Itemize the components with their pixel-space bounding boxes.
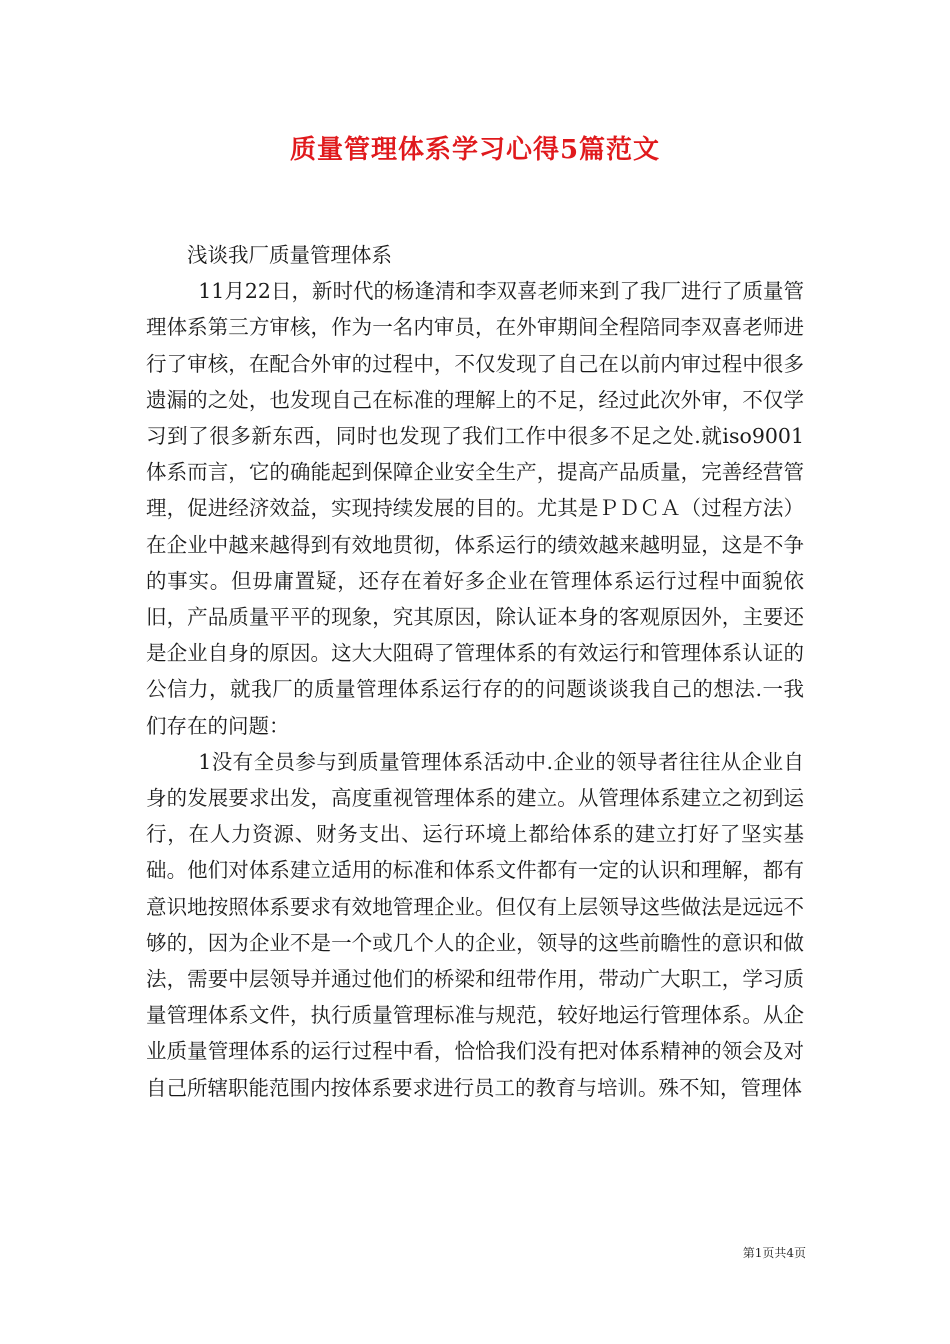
document-title: 质量管理体系学习心得5篇范文 bbox=[289, 135, 661, 165]
paragraph-heading: 浅谈我厂质量管理体系 bbox=[187, 243, 392, 267]
paragraph: 1没有全员参与到质量管理体系活动中.企业的领导者往往从企业自身的发展要求出发，高度重视管理体系的建立。从管理体系建立之初到运行，在人力资源、财务支出、运行环境上都给体系的建立打好了坚实基础。他们对体系建立适用的标准和体系文件都有一定的认识和理解，都有意识地按照体系要求有效地管理企业。但仅有上层领导这些做法是远远不够的，因为企业不是一个或几个人的企业，领导的这些前瞻性的意识和做法，需要中层领导并通过他们的桥梁和纽带作用，带动广大职工，学习质量管理体系文件，执行质量管理标准与规范，较好地运行管理体系。从企业质量管理体系的运行过程中看，恰恰我们没有把对体系精神的领会及对自己所辖职能范围内按体系要求进行员工的教育与培训。殊不知，管理体 bbox=[146, 749, 804, 1100]
document-body bbox=[146, 237, 804, 1106]
paragraph: 11月22日，新时代的杨逢清和李双喜老师来到了我厂进行了质量管理体系第三方审核，作为一名内审员，在外审期间全程陪同李双喜老师进行了审核，在配合外审的过程中，不仅发现了自己在以前内审过程中很多遗漏的之处，也发现自己在标准的理解上的不足，经过此次外审，不仅学习到了很多新东西，同时也发现了我们工作中很多不足之处.就iso9001体系而言，它的确能起到保障企业安全生产，提高产品质量，完善经营管理，促进经济效益，实现持续发展的目的。尤其是ＰＤＣＡ（过程方法）在企业中越来越得到有效地贯彻，体系运行的绩效越来越明显，这是不争的事实。但毋庸置疑，还存在着好多企业在管理体系运行过程中面貌依旧，产品质量平平的现象，究其原因，除认证本身的客观原因外，主要还是企业自身的原因。这大大阻碍了管理体系的有效运行和管理体系认证的公信力，就我厂的质量管理体系运行存的的问题谈谈我自己的想法.一我们存在的问题： bbox=[146, 279, 804, 738]
page-number: 第1页共4页 bbox=[742, 1246, 806, 1260]
